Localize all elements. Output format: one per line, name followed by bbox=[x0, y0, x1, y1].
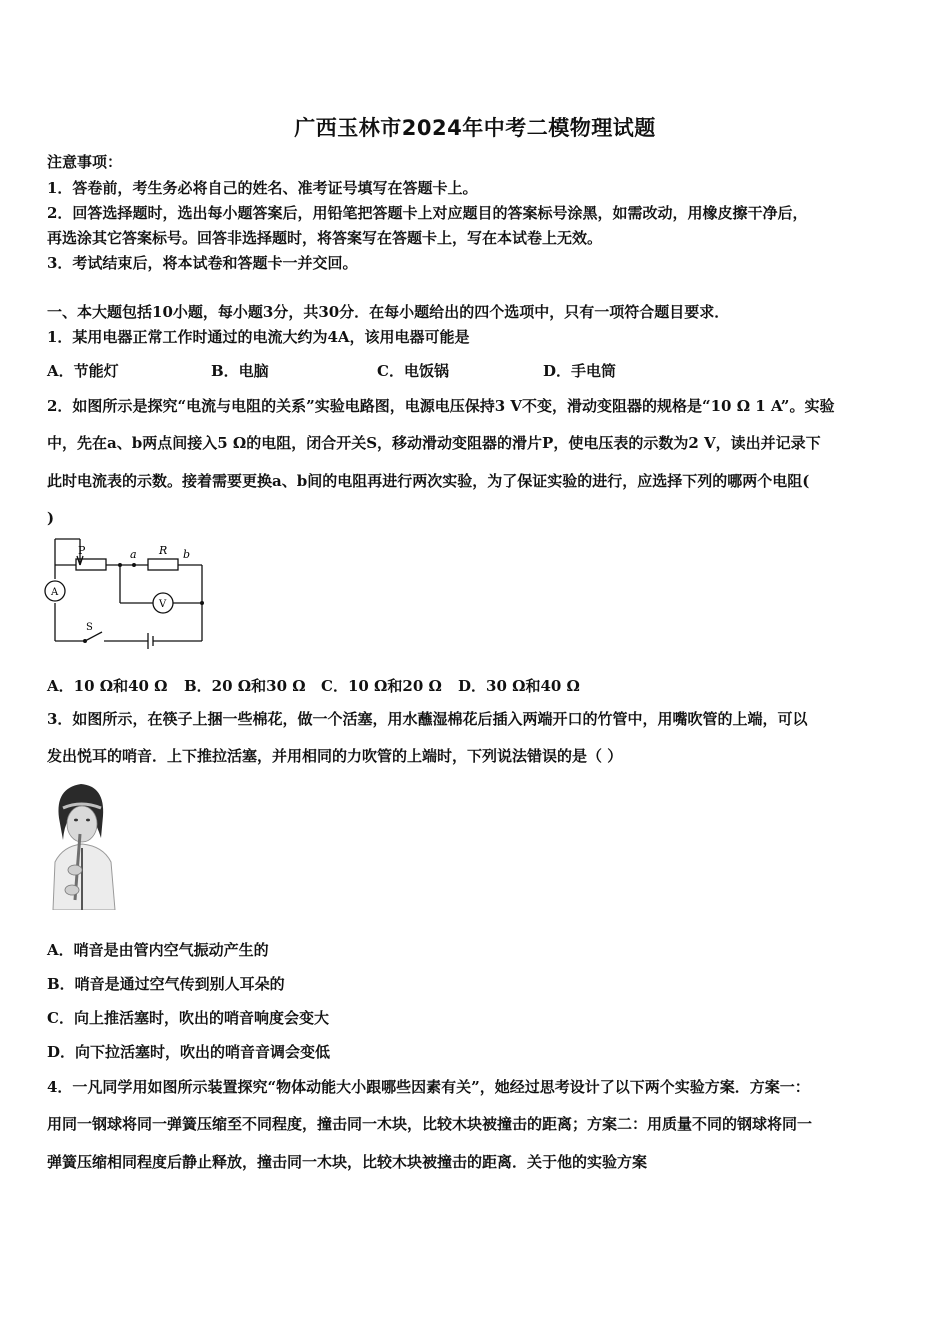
q3-option-c: C．向上推活塞时，吹出的哨音响度会变大 bbox=[47, 1009, 329, 1027]
label-p: P bbox=[78, 544, 86, 557]
q1-option-c: C．电饭锅 bbox=[377, 362, 449, 380]
label-b: b bbox=[183, 548, 191, 561]
q1-option-b: B．电脑 bbox=[211, 362, 269, 380]
switch-symbol bbox=[85, 632, 102, 641]
q1-option-a: A．节能灯 bbox=[47, 362, 119, 380]
q2-line-3: 此时电流表的示数。接着需要更换a、b间的电阻再进行两次实验，为了保证实验的进行，应选择下列的哪两个电阻( bbox=[47, 472, 810, 490]
label-ammeter: A bbox=[51, 587, 59, 598]
resistor-symbol bbox=[148, 559, 178, 570]
q4-line-2: 用同一钢球将同一弹簧压缩至不同程度，撞击同一木块，比较木块被撞击的距离；方案二：用质量不同的钢球将同一 bbox=[47, 1115, 813, 1133]
q2-option-b: B．20 Ω和30 Ω bbox=[184, 677, 306, 695]
notice-item-3: 3．考试结束后，将本试卷和答题卡一并交回。 bbox=[47, 254, 358, 272]
girl-whistle-photo bbox=[45, 778, 123, 910]
section-instructions: 一、本大题包括10小题，每小题3分，共30分．在每小题给出的四个选项中，只有一项符合题目要求． bbox=[47, 303, 730, 321]
notice-item-1: 1．答卷前，考生务必将自己的姓名、准考证号填写在答题卡上。 bbox=[47, 179, 478, 197]
q2-line-1: 2．如图所示是探究“电流与电阻的关系”实验电路图，电源电压保持3 V不变，滑动变阻器的规格是“10 Ω 1 A”。实验 bbox=[47, 397, 835, 415]
q1-option-d: D．手电筒 bbox=[543, 362, 617, 380]
circuit-diagram bbox=[40, 536, 220, 651]
q4-line-3: 弹簧压缩相同程度后静止释放，撞击同一木块，比较木块被撞击的距离．关于他的实验方案 bbox=[47, 1153, 648, 1171]
q3-option-a: A．哨音是由管内空气振动产生的 bbox=[47, 941, 269, 959]
q3-option-d: D．向下拉活塞时，吹出的哨音音调会变低 bbox=[47, 1043, 331, 1061]
q3-line-2: 发出悦耳的哨音．上下推拉活塞，并用相同的力吹管的上端时，下列说法错误的是（ ） bbox=[47, 747, 623, 765]
notice-item-2-line-1: 2．回答选择题时，选出每小题答案后，用铅笔把答题卡上对应题目的答案标号涂黑，如需改动，用橡皮擦干净后， bbox=[47, 204, 808, 222]
q2-option-c: C．10 Ω和20 Ω bbox=[321, 677, 442, 695]
notice-item-2-line-2: 再选涂其它答案标号。回答非选择题时，将答案写在答题卡上，写在本试卷上无效。 bbox=[47, 229, 603, 247]
page-title: 广西玉林市2024年中考二模物理试题 bbox=[294, 116, 656, 140]
notice-heading: 注意事项： bbox=[47, 153, 123, 171]
label-voltmeter: V bbox=[159, 599, 167, 610]
q4-line-1: 4．一凡同学用如图所示装置探究“物体动能大小跟哪些因素有关”，她经过思考设计了以下两个实验方案．方案一： bbox=[47, 1078, 810, 1096]
q2-line-2: 中，先在a、b两点间接入5 Ω的电阻，闭合开关S，移动滑动变阻器的滑片P，使电压表的示数为2 V，读出并记录下 bbox=[47, 434, 821, 452]
label-a: a bbox=[130, 548, 137, 561]
q3-line-1: 3．如图所示，在筷子上捆一些棉花，做一个活塞，用水蘸湿棉花后插入两端开口的竹管中，用嘴吹管的上端，可以 bbox=[47, 710, 808, 728]
q3-option-b: B．哨音是通过空气传到别人耳朵的 bbox=[47, 975, 285, 993]
q1-stem: 1．某用电器正常工作时通过的电流大约为4A，该用电器可能是 bbox=[47, 328, 470, 346]
q2-option-a: A．10 Ω和40 Ω bbox=[47, 677, 168, 695]
q2-line-4: ) bbox=[47, 509, 55, 527]
label-r: R bbox=[159, 544, 168, 557]
q2-option-d: D．30 Ω和40 Ω bbox=[458, 677, 580, 695]
label-switch: S bbox=[86, 622, 93, 633]
